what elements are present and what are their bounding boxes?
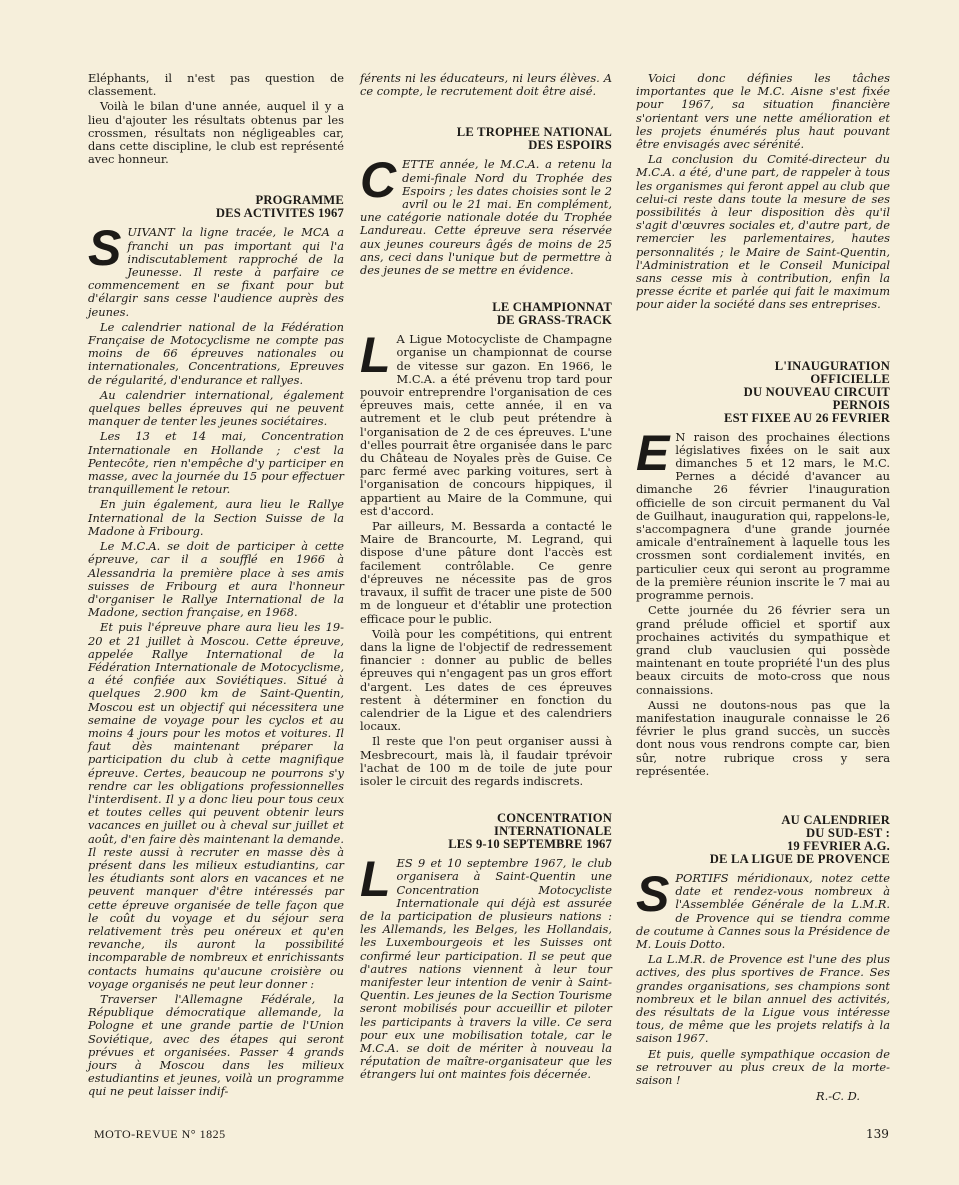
article-paragraph: En juin également, aura lieu le Rallye International de la Section Suisse de la Madone à Fribourg. <box>88 497 344 538</box>
drop-cap: L <box>360 327 391 384</box>
section-title: DE LA LIGUE DE PROVENCE <box>709 851 890 866</box>
magazine-issue: MOTO-REVUE N° 1825 <box>94 1127 226 1141</box>
section-title: DU SUD-EST : <box>805 825 890 840</box>
article-paragraph: Le M.C.A. se doit de participer à cette épreuve, car il a soufflé en 1966 à Alessandria la première place à ses amis suisses de Fribourg et aura l'honneur d'organiser le Rallye International de la Madone, section française, en 1968. <box>88 539 344 620</box>
article-paragraph: Aussi ne doutons-nous pas que la manifestation inaugurale connaisse le 26 février le plus grand succès, un succès dont nous vous rendrons compte car, bien sûr, notre rubrique cross y sera représentée. <box>636 697 890 778</box>
column-1 <box>88 72 344 1101</box>
article-paragraph: Et puis, quelle sympathique occasion de se retrouver au plus creux de la morte-saison ! <box>636 1046 890 1087</box>
article-paragraph: Cette journée du 26 février sera un grand prélude officiel et sportif aux prochaines activités du sympathique et grand club vauclusien qui possède maintenant en toute propriété l'un des plus beaux circuits de moto-cross que nous connaissions. <box>636 603 890 697</box>
section-title: OFFICIELLE <box>810 371 890 386</box>
section-title: DU NOUVEAU CIRCUIT <box>743 384 890 399</box>
article-paragraph: CETTE année, le M.C.A. a retenu la demi-finale Nord du Trophée des Espoirs ; les dates choisies sont le 2 avril ou le 21 mai. En complément, une catégorie nationale dotée du Trophée Landureau. Cette épreuve sera réservée aux jeunes coureurs âgés de moins de 25 ans, ceci dans l'unique but de permettre à des jeunes de se mettre en évidence. <box>360 152 612 278</box>
section-title: INTERNATIONALE <box>493 824 612 839</box>
article-paragraph: LES 9 et 10 septembre 1967, le club organisera à Saint-Quentin une Concentration Motocycliste Internationale qui déjà est assurée de la participation de plusieurs nations : les Allemands, les Belges, les Hollandais, les Luxembourgeois et les Suisses ont confirmé leur participation. Il se peut que d'autres nations viennent à leur tour manifester leur intention de venir à Saint-Quentin. Les jeunes de la Section Tourisme seront mobilisés pour accueillir et piloter les participants à travers la ville. Ce sera pour eux une mobilisation totale, car le M.C.A. se doit de mériter à nouveau la réputation de maître-organisateur que les étrangers lui ont maintes fois décernée. <box>360 851 612 1082</box>
section-title: EST FIXEE AU 26 FEVRIER <box>723 410 890 425</box>
article-paragraph: Le calendrier national de la Fédération Française de Motocyclisme ne compte pas moins de 66 épreuves nationales ou internationales, Concentrations, Epreuves de régularité, d'endurance et rallyes. <box>88 319 344 387</box>
section-title: L'INAUGURATION <box>774 358 890 373</box>
section-title: AU CALENDRIER <box>781 812 890 827</box>
section-title: DES ACTIVITES 1967 <box>215 206 344 221</box>
column-3 <box>636 72 890 1103</box>
article-paragraph: Au calendrier international, également quelques belles épreuves qui ne peuvent manquer de tenter les jeunes sociétaires. <box>88 387 344 429</box>
article-paragraph: Les 13 et 14 mai, Concentration Internationale en Hollande ; c'est la Pentecôte, rien n'empêche d'y participer en masse, avec la journée du 15 pour effectuer tranquillement le retour. <box>88 429 344 497</box>
article-paragraph: Voilà pour les compétitions, qui entrent dans la ligne de l'objectif de redressement financier : donner au public de belles épreuves qui n'engagent pas un gros effort d'argent. Les dates de ces épreuves restent à déterminer en fonction du calendrier de la Ligue et des calendriers locaux. <box>360 626 612 734</box>
drop-cap: E <box>636 424 670 481</box>
section-title: DES ESPOIRS <box>528 138 612 153</box>
article-paragraph: Par ailleurs, M. Bessarda a contacté le Maire de Brancourte, M. Legrand, qui dispose d'une pâture dont l'accès est facilement contrôlable. Ce genre d'épreuves ne nécessite pas de gros travaux, il suffit de tracer une piste de 500 m de longueur et d'établir une protection efficace pour le public. <box>360 519 612 626</box>
article-paragraph: L A Ligue Motocycliste de Champagne organise un championnat de course de vitesse sur gazon. En 1966, le M.C.A. a été prévenu trop tard pour pouvoir entreprendre l'organisation de ces épreuves mais, cette année, il en va autrement et le club peut prétendre à l'organisation de 2 de ces épreuves. L'une d'elles pourrait être organisée dans le parc du Château de Noyales près de Guise. Ce parc fermé avec parking voitures, sert à l'organisation de concours hippiques, il appartient au Maire de la Commune, qui est d'accord. <box>360 327 612 518</box>
section-title: LE TROPHEE NATIONAL <box>456 125 612 140</box>
section-title: LE CHAMPIONNAT <box>492 300 612 315</box>
article-paragraph: E N raison des prochaines élections législatives fixées on le sait aux dimanches 5 et 12 mars, le M.C. Pernes a décidé d'avancer au dimanche 26 février l'inauguration officielle de son circuit permanent du Val de Guilhaut, inauguration qui, rappelons-le, s'accompagnera d'une grande journée amicale d'entraînement à laquelle tous les crossmen sont cordialement invités, en particulier ceux qui seront au programme de la première réunion inscrite le 7 mai au programme pernois. <box>636 424 890 603</box>
article-paragraph: Et puis l'épreuve phare aura lieu les 19-20 et 21 juillet à Moscou. Cette épreuve, appelée Rallye International de la Fédération Internationale de Motocyclisme, a été confiée aux Soviétiques. Situé à quelques 2.900 km de Saint-Quentin, Moscou est un objectif qui nécessitera une semaine de voyage pour les cyclos et au moins 4 jours pour les motos et voitures. Il faut dès maintenant préparer la participation du club à cette magnifique épreuve. Certes, beaucoup ne pourrons s'y rendre car les obligations professionnelles l'interdisent. Il y a donc lieu pour tous ceux et toutes celles qui peuvent obtenir leurs vacances en juillet ou à cheval sur juillet et août, d'en faire dès maintenant la demande. Il reste aussi à recruter en masse dès à présent dans les milieux estudiantins, car les étudiants sont alors en vacances et ne peuvent manquer d'être intéressés par cette épreuve organisée de telle façon que le coût du voyage et du séjour sera relativement très peu onéreux et qu'en revanche, ils auront la possibilité incomparable de nombreux et enrichissants contacts humains qu'aucune croisière ou voyage organisés ne peut leur donner : <box>88 620 344 991</box>
page-number: 139 <box>866 1127 889 1141</box>
article-paragraph: Voici donc définies les tâches importantes que le M.C. Aisne s'est fixée pour 1967, sa situation financière s'orientant vers une nette amélioration et les projets énumérés plus haut pouvant être envisagés avec sérénité. <box>636 71 890 152</box>
intro-paragraph: Eléphants, il n'est pas question de classement. <box>88 71 344 99</box>
article-paragraph: Traverser l'Allemagne Fédérale, la République démocratique allemande, la Pologne et une grande partie de l'Union Soviétique, avec des étapes qui seront prévues et organisées. Passer 4 grands jours à Moscou dans les milieux estudiantins et jeunes, voilà un programme qui ne peut laisser indif- <box>88 992 344 1099</box>
article-paragraph: férents ni les éducateurs, ni leurs élèves. A ce compte, le recrutement doit être aisé. <box>360 71 612 99</box>
column-2 <box>360 72 612 1084</box>
article-paragraph: La conclusion du Comité-directeur du M.C.A. a été, d'une part, de rappeler à tous les organismes qui feront appel au club que celui-ci reste dans toute la mesure de ses possibilités à leur disposition dès qu'il s'agit d'œuvres sociales et, d'autre part, de remercier les parlementaires, hautes personnalités ; le Maire de Saint-Quentin, l'Administration et le Conseil Municipal sans cesse mis à contribution, enfin la presse écrite et parlée qui fait le maximum pour aider la société dans ses entreprises. <box>636 152 890 312</box>
section-title: PROGRAMME <box>255 193 344 208</box>
drop-cap: S <box>636 865 670 922</box>
article-paragraph: La L.M.R. de Provence est l'une des plus actives, des plus sportives de France. Ses grandes organisations, ses champions sont nombreux et le bilan annuel des activités, des résultats de la Ligue vous intéresse tous, de même que les projets relatifs à la saison 1967. <box>636 952 890 1046</box>
section-title: LES 9-10 SEPTEMBRE 1967 <box>448 837 612 852</box>
article-paragraph: SPORTIFS méridionaux, notez cette date et rendez-vous nombreux à l'Assemblée Générale de la L.M.R. de Provence qui se tiendra comme de coutume à Cannes sous la Présidence de M. Louis Dotto. <box>636 865 890 951</box>
drop-cap: C <box>360 152 397 209</box>
intro-paragraph: Voilà le bilan d'une année, auquel il y a lieu d'ajouter les résultats obtenus par les crossmen, résultats non négligeables car, dans cette discipline, le club est représenté avec honneur. <box>88 99 344 167</box>
drop-cap: L <box>360 851 391 908</box>
article-paragraph: Il reste que l'on peut organiser aussi à Mesbrecourt, mais là, il faudair tprévoir l'achat de 100 m de toile de jute pour isoler le circuit des regards indiscrets. <box>360 734 612 788</box>
article-paragraph: SUIVANT la ligne tracée, le MCA a franchi un pas important qui l'a indiscutablement rapproché de la Jeunesse. Il reste à parfaire ce commencement en se fixant pour but d'élargir sans cesse l'audience auprès des jeunes. <box>88 220 344 319</box>
section-title: 19 FEVRIER A.G. <box>786 838 890 853</box>
section-title: PERNOIS <box>832 397 890 412</box>
author-signature: R.-C. D. <box>816 1089 860 1104</box>
section-title: DE GRASS-TRACK <box>496 313 612 328</box>
section-title: CONCENTRATION <box>496 811 612 826</box>
drop-cap: S <box>88 220 122 277</box>
